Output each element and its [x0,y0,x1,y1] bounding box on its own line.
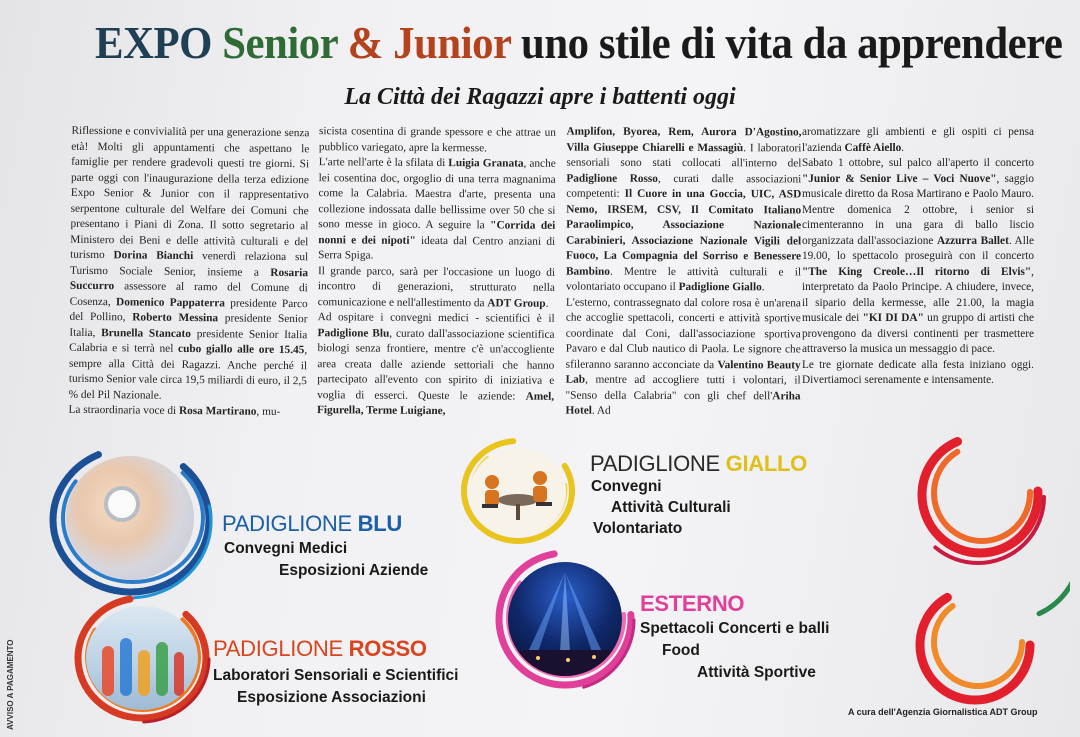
pavilion-color-name: BLU [357,511,402,536]
pavilion-blu-title [222,511,402,537]
company-bold: Caffè Aiello [844,141,902,154]
text: presidente Parco del Pollino, [69,296,308,324]
paragraph [565,295,800,420]
paragraph [802,125,1034,156]
name-bold: Rosaria Succurro [69,266,309,293]
text: . Alle 19.00, lo spettacolo proseguirà con il concerto [802,234,1034,262]
headline-senior: Senior [222,17,338,68]
paragraph [69,124,310,405]
company-bold: ADT Group [487,296,546,310]
pavilion-bold: Padiglione Giallo [678,280,762,294]
credit-line: A cura dell'Agenzia Giornalistica ADT Group [848,707,1038,717]
text: . Mentre le attività culturali e il volontariato occupano il [565,265,802,293]
text: , saggio musicale diretto da Rosa Martirano e Paolo Mauro. Mentre domenica 2 ottobre, i senior si cimenteranno in una gara di ballo liscio organizzata dall'associazione [802,172,1034,247]
associations-bold: Il Cuore in una Goccia, UIC, ASD Nemo, IRSEM, CSV, Il Comitato Italiano Paraolimpico, Associazione Nazionale Carabinieri, Associazione Nazionale Vigili del Fuoco, La Compagnia del Sorriso e Benessere Bambino [565,187,802,278]
pavilion-rosso-line: Esposizione Associazioni [237,689,426,706]
pavilion-rosso-photo [86,606,198,710]
headline [95,8,1063,78]
company-bold: Valentino Beauty Lab [565,358,801,386]
event-bold: "Corrida dei nonni e dei nipoti" [318,219,556,247]
pavilion-esterno-line: Spettacoli Concerti e balli [640,620,830,637]
pavilion-bold: Padiglione Rosso [566,172,658,185]
meeting-table-icon [470,448,566,536]
text: Sabato 1 ottobre, sul palco all'aperto il concerto [802,157,1034,169]
name-bold: Luigia Granata [448,157,524,170]
pavilion-label: PADIGLIONE [590,451,726,476]
pavilion-giallo-line: Attività Culturali [611,499,731,516]
text: L'esterno, contrassegnato dal colore rosa è un'arena che accoglie spettacoli, concerti e attività sportive coordinate dal Coni, dall'associazione sportiva Pavaro e dal Club nautico di Paola. Le signore che sfileranno saranno acconciate da [565,296,801,371]
paragraph [566,125,802,296]
pavilion-esterno-title [640,591,744,617]
paragraph [318,155,556,265]
pavilion-rosso-line: Laboratori Sensoriali e Scientifici [213,667,459,684]
pavilion-blu-line: Convegni Medici [224,540,348,557]
text: L'arte nell'arte è la sfilata di [318,156,449,170]
test-tubes-icon [86,606,198,710]
pavilion-label: PADIGLIONE [222,511,358,536]
text: Riflessione e convivialità per una generazione senza età! Molti gli appuntamenti che aspettano le famiglie per rendere gradevoli questi tre giorni. Si parte oggi con l'inaugurazione della terza edizione Expo Senior & Junior con il rappresentativo serpentone culturale del Welfare dei Comuni che presentano i Piani di Zona. Il sotto segretario al Ministero dei Beni e delle attività culturali e del turismo [70,124,310,262]
text: . [761,281,765,294]
paragraph: Le tre giornate dedicate alla festa iniziano oggi. Divertiamoci serenamente e intensamente. [802,358,1034,386]
stethoscope-icon [104,486,140,522]
name-bold: Brunella Stancato [101,326,192,340]
name-bold: Dorina Bianchi [113,249,194,263]
pavilion-giallo-line: Convegni [591,478,662,495]
text: assessore al ramo del Comune di Cosenza, [69,280,308,308]
text: , interpretato da Paolo Principe. A chiudere, invece, il sipario della kermesse, alle 21.00, la magia musicale dei [802,265,1034,324]
pavilion-esterno-line: Food [662,642,700,659]
pavilion-esterno-line: Attività Sportive [697,664,816,681]
pavilion-rosso-title [213,636,427,662]
paragraph [318,264,555,312]
association-bold: Azzurra Ballet [936,234,1009,247]
text: , mu- [256,405,281,418]
text: Il grande parco, sarà per l'occasione un luogo di incontro di generazioni, strutturato nella comunicazione e nell'allestimento da [317,264,556,309]
pavilion-blu-line: Esposizioni Aziende [279,562,429,579]
subheadline: La Città dei Ragazzi apre i battenti oggi [344,84,736,110]
companies-bold: Amel, Figurella, Terme Luigiane, [316,390,555,418]
company-bold: Ariha Hotel [565,389,801,417]
paragraph [317,310,555,420]
text: , mentre ad accogliere tutti i volontari, il "Senso della Calabria" con gli chef dell' [565,373,801,402]
event-bold: "Junior & Senior Live – Voci Nuove" [802,172,997,185]
text: La straordinaria voce di [68,403,180,417]
pavilion-blu-photo [66,456,194,580]
text: , sempre alla Città dei Ragazzi. Anche perché il turismo Senior vale circa 19,5 miliardi di euro, il 2,5 % del Pil Nazionale. [68,344,308,402]
text: ideata dal Centro anziani di Serra Spiga. [318,234,556,262]
paragraph [68,403,306,421]
event-bold: "The King Creole…Il ritorno di Elvis" [802,265,1032,278]
text: venerdì relaziona sul Turismo Sociale Senior, insieme a [69,250,309,279]
pavilion-color-name: GIALLO [725,451,807,476]
article-column-2 [317,124,556,420]
headline-rest: uno stile di vita da apprendere [521,17,1063,68]
text: Ad ospitare i convegni medici - scientifici è il [317,311,555,325]
pavilion-giallo-line: Volontariato [593,520,683,537]
headline-expo: EXPO [95,17,212,68]
pavilion-bold: Padiglione Blu [317,326,390,340]
pavilion-esterno-photo [508,562,622,676]
name-bold: Roberto Messina [132,311,219,325]
companies-bold: Amplifon, Byorea, Rem, Aurora D'Agostino, Villa Giuseppe Chiarelli e Massagiù [566,125,802,154]
text: , anche lei cosentina doc, orgoglio di una terra magnanima come la Calabria. Maestra d'arte, presenta una collezione indossata dalle bellissime over 50 che si sono messe in gioco. A seguire la [318,157,556,232]
pavilion-label: PADIGLIONE [213,636,349,661]
text: aromatizzare gli ambienti e gli ospiti ci pensa l'azienda [802,126,1034,154]
pavilion-giallo-title [590,451,807,477]
time-bold: cubo giallo alle ore 15.45 [178,342,305,357]
text: . [901,141,905,154]
text: , curato dall'associazione scientifica biologi senza frontiere, mentre c'è un'accogliente area creata dalle aziende settoriali che hanno partecipato all'evento con spirito di iniziativa e voglia di esserci. Queste le aziende: [317,327,555,403]
text: . [545,297,549,310]
text: . Ad [591,404,611,417]
concert-lights-icon [508,562,622,676]
article-column-3 [565,125,801,420]
paragraph: sicista cosentina di grande spessore e che attrae un pubblico variegato, apre la kermesse. [318,125,557,154]
name-bold: Domenico Pappaterra [116,295,225,309]
text: presidente Senior Italia Calabria e si terrà nel [69,327,308,355]
text: presidente Senior Italia, [69,312,308,339]
pavilion-giallo-photo [470,448,566,536]
pavilion-color-name: ESTERNO [640,591,745,616]
decorative-swirls-right [900,400,1070,730]
text: . I laboratori sensoriali sono stati collocati all'interno del [566,141,802,170]
article-column-4 [802,125,1034,389]
paragraph [802,156,1034,358]
article-column-1 [68,124,309,421]
headline-junior: & Junior [347,17,511,68]
name-bold: Rosa Martirano [178,404,257,418]
text: , curati dalle associazioni competenti: [566,172,802,200]
band-bold: "KI DI DA" [862,312,924,324]
pavilion-color-name: ROSSO [348,636,427,661]
text: un gruppo di artisti che provengono da diversi continenti per trasmettere attraverso la musica un messaggio di pace. [802,312,1034,355]
paid-notice-label: AVVISO A PAGAMENTO [6,639,15,730]
